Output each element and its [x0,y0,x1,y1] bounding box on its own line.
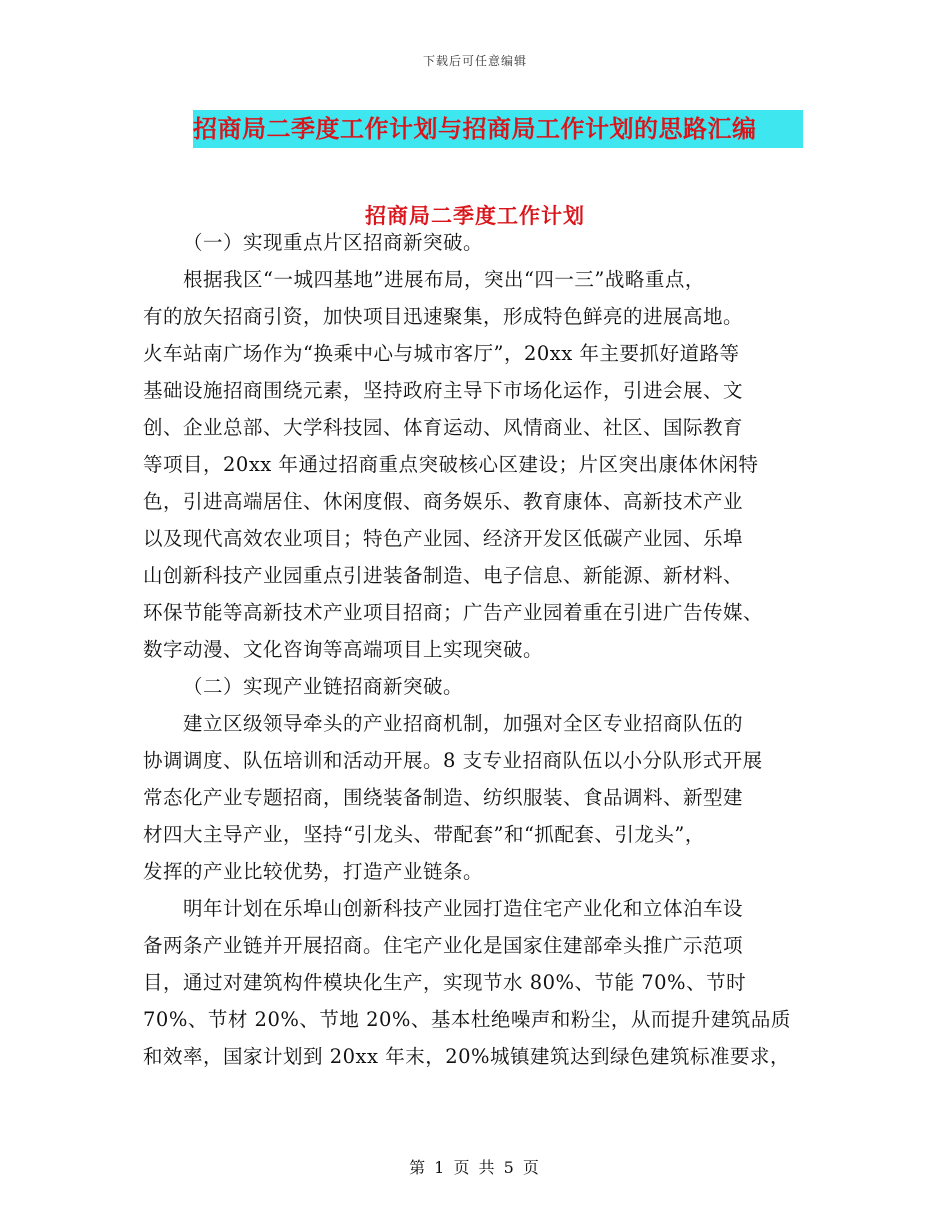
paragraph-line: 协调调度、队伍培训和活动开展。8 支专业招商队伍以小分队形式开展 [143,749,763,772]
paragraph-line: 火车站南广场作为“换乘中心与城市客厅”，20xx 年主要抓好道路等 [143,342,740,365]
paragraph-line: 材四大主导产业，坚持“引龙头、带配套”和“抓配套、引龙头”， [143,823,705,846]
paragraph-line: 山创新科技产业园重点引进装备制造、电子信息、新能源、新材料、 [143,564,744,587]
document-body [143,224,813,1075]
document-title: 招商局二季度工作计划与招商局工作计划的思路汇编 [193,114,757,143]
paragraph-line: 70%、节材 20%、节地 20%、基本杜绝噪声和粉尘，从而提升建筑品质 [143,1008,791,1031]
paragraph-line: 和效率，国家计划到 20xx 年末，20%城镇建筑达到绿色建筑标准要求， [143,1045,791,1068]
paragraph-line: 备两条产业链并开展招商。住宅产业化是国家住建部牵头推广示范项 [143,934,744,957]
document-title-highlight [193,110,803,148]
subheading-1: （一）实现重点片区招商新突破。 [183,231,484,254]
page-number: 第 1 页 共 5 页 [409,1158,541,1177]
paragraph-line: 根据我区“一城四基地”进展布局，突出“四一三”战略重点， [183,268,705,291]
paragraph-line: 有的放矢招商引资，加快项目迅速聚集，形成特色鲜亮的进展高地。 [143,305,744,328]
subheading-2: （二）实现产业链招商新突破。 [183,675,464,698]
header-note: 下载后可任意编辑 [422,54,527,68]
paragraph-line: 常态化产业专题招商，围绕装备制造、纺织服装、食品调料、新型建 [143,786,744,809]
paragraph-line: 等项目，20xx 年通过招商重点突破核心区建设；片区突出康体休闲特 [143,453,759,476]
paragraph-line: 基础设施招商围绕元素，坚持政府主导下市场化运作，引进会展、文 [143,379,744,402]
paragraph-line: 环保节能等高新技术产业项目招商；广告产业园着重在引进广告传媒、 [143,601,764,624]
paragraph-line: 建立区级领导牵头的产业招商机制，加强对全区专业招商队伍的 [183,712,744,735]
section-title: 招商局二季度工作计划 [365,203,585,228]
paragraph-line: 以及现代高效农业项目；特色产业园、经济开发区低碳产业园、乐埠 [143,527,744,550]
paragraph-line: 发挥的产业比较优势，打造产业链条。 [143,860,484,883]
paragraph-line: 数字动漫、文化咨询等高端项目上实现突破。 [143,638,544,661]
paragraph-line: 创、企业总部、大学科技园、体育运动、风情商业、社区、国际教育 [143,416,744,439]
paragraph-line: 色，引进高端居住、休闲度假、商务娱乐、教育康体、高新技术产业 [143,490,744,513]
paragraph-line: 明年计划在乐埠山创新科技产业园打造住宅产业化和立体泊车设 [183,897,744,920]
paragraph-line: 目，通过对建筑构件模块化生产，实现节水 80%、节能 70%、节时 [143,971,747,994]
